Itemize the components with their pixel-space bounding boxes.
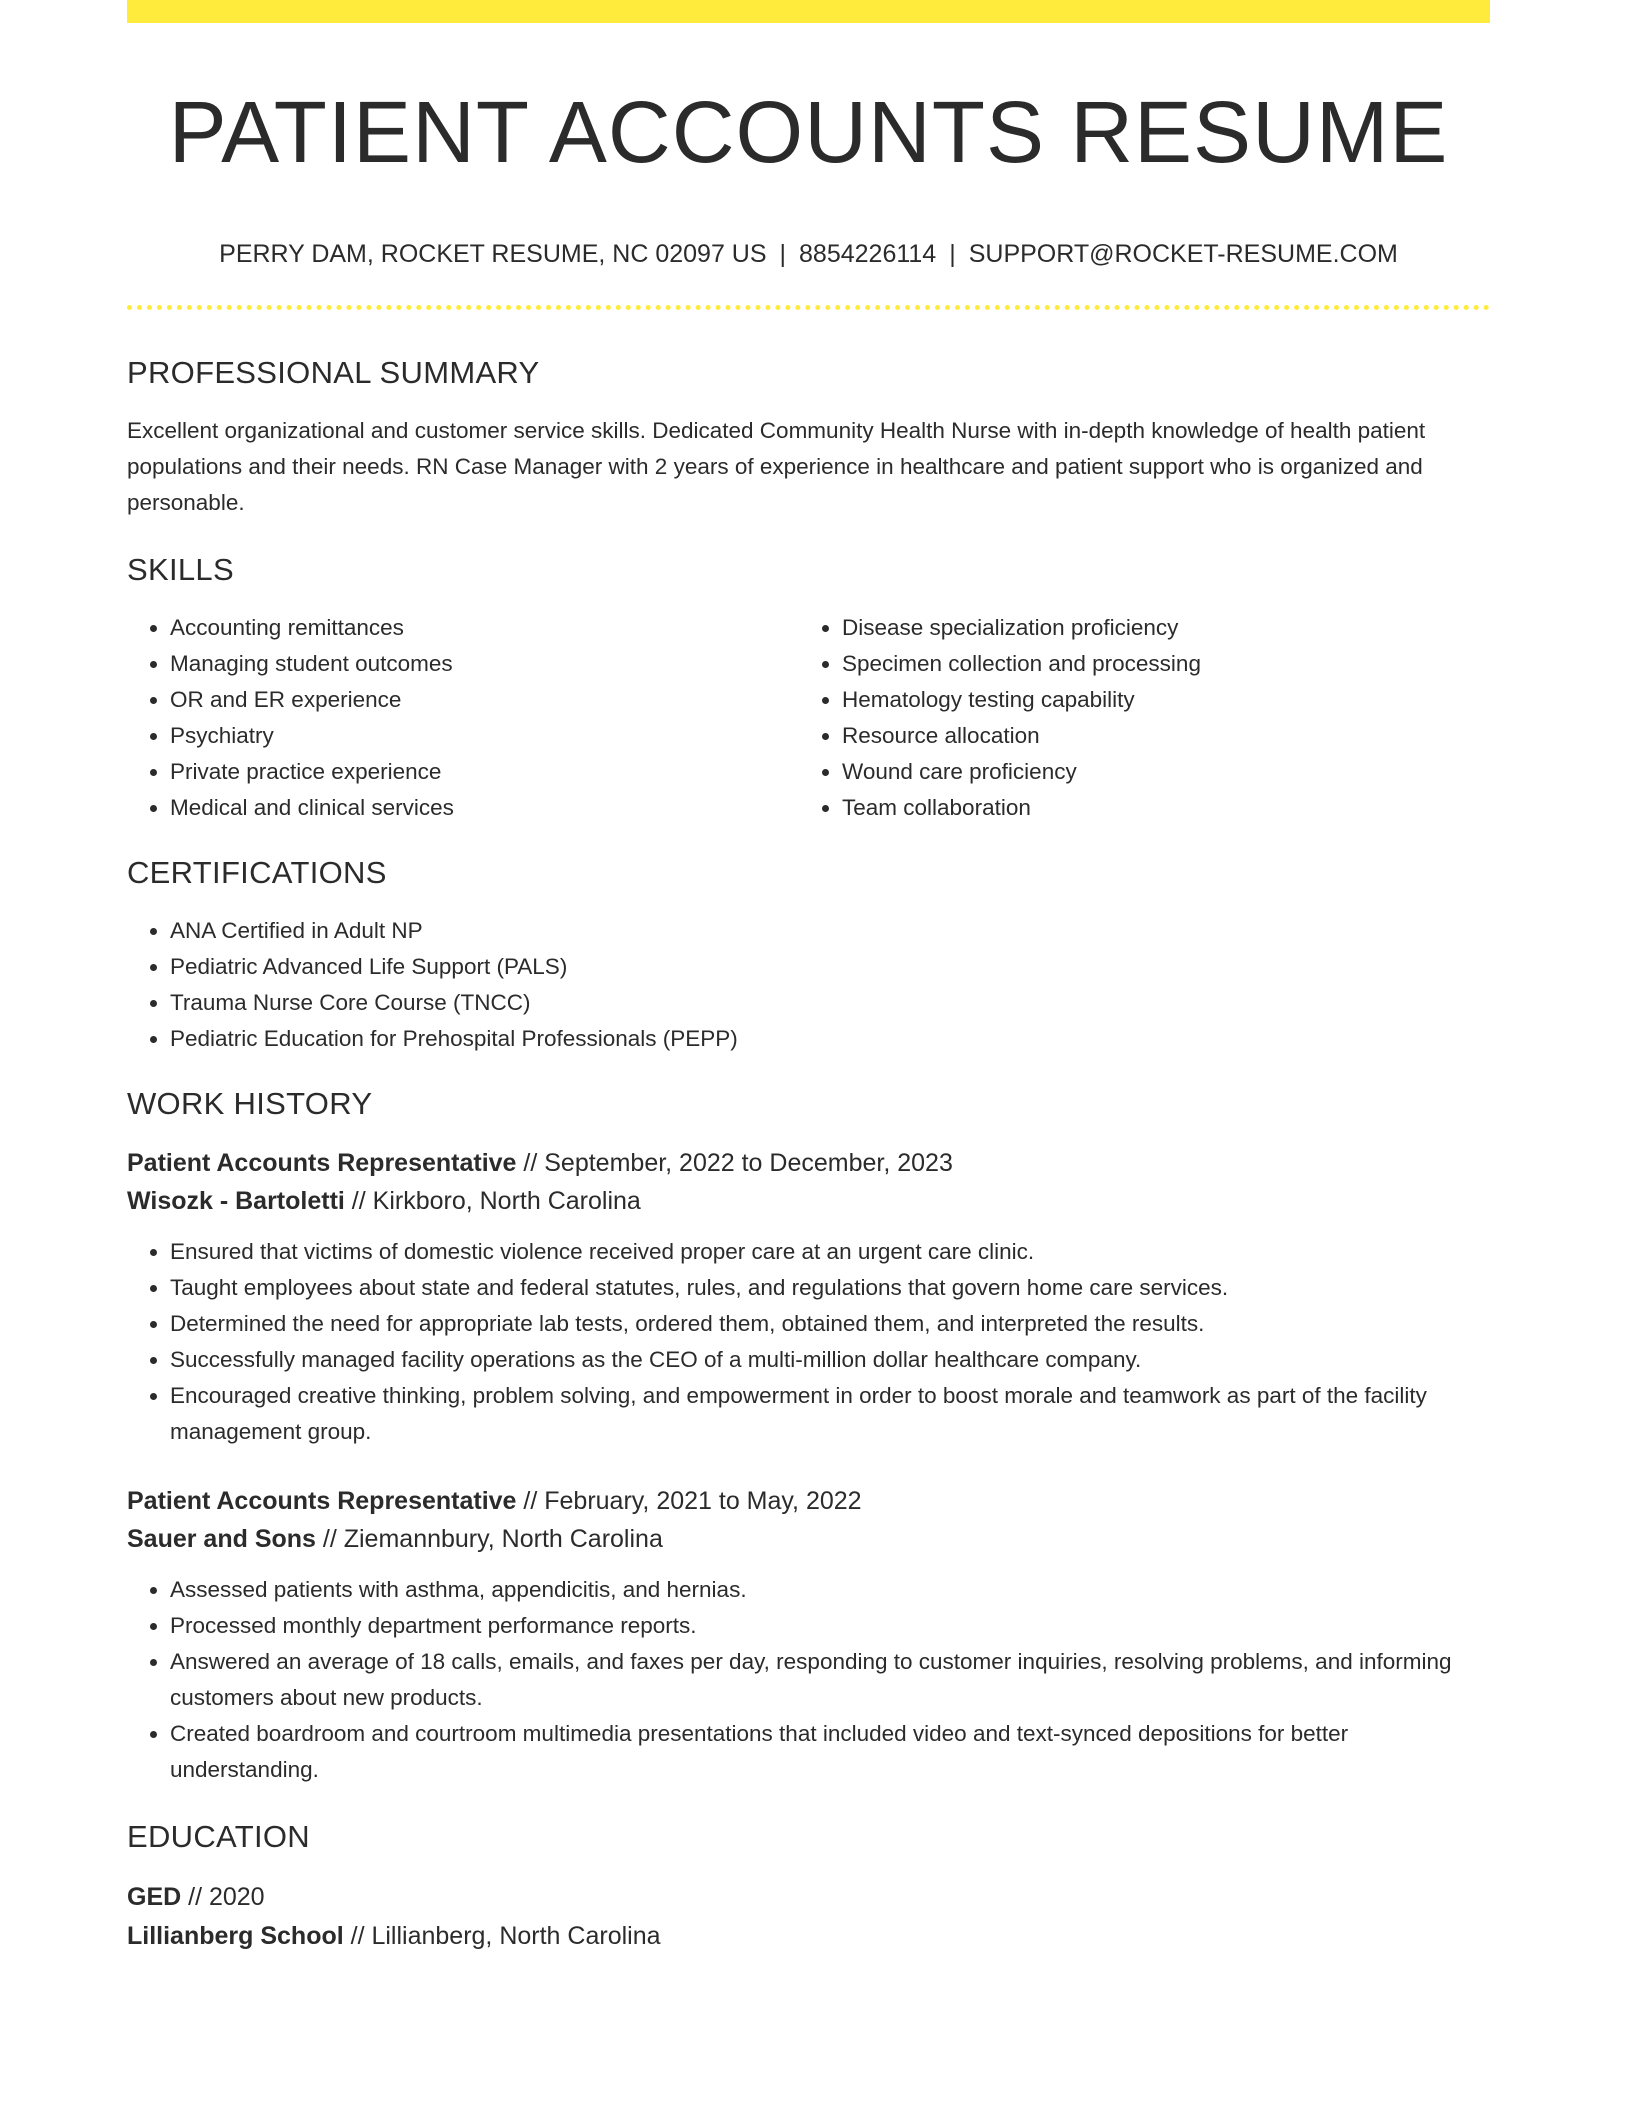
job-bullet: • Answered an average of 18 calls, emails, and faxes per day, responding to customer inquiries, resolving problems, and informing customers about new products. <box>170 1644 1490 1716</box>
skill-item: • Accounting remittances <box>170 610 799 646</box>
job-company: Wisozk - Bartoletti <box>127 1187 345 1216</box>
education-degree: GED <box>127 1882 182 1911</box>
job-location: // Kirkboro, North Carolina <box>344 1187 641 1216</box>
job-bullets <box>127 1572 1490 1788</box>
certification-item: • Trauma Nurse Core Course (TNCC) <box>170 985 1490 1021</box>
job-title-line <box>127 1144 1490 1182</box>
job-title: Patient Accounts Representative <box>127 1487 517 1516</box>
job-bullets <box>127 1234 1490 1450</box>
job-company-line <box>127 1520 1490 1558</box>
skill-item: • Disease specialization proficiency <box>842 610 1471 646</box>
skill-item: • OR and ER experience <box>170 682 799 718</box>
contact-address: PERRY DAM, ROCKET RESUME, NC 02097 US <box>219 239 767 268</box>
resume-title: PATIENT ACCOUNTS RESUME <box>168 84 1449 181</box>
skill-item: • Resource allocation <box>842 718 1471 754</box>
skills-column-right <box>799 610 1471 826</box>
education-heading: EDUCATION <box>127 1819 310 1855</box>
education-school-line <box>127 1917 1490 1956</box>
skill-item: • Managing student outcomes <box>170 646 799 682</box>
job-spacer <box>127 1450 1490 1482</box>
certification-item: • ANA Certified in Adult NP <box>170 913 1490 949</box>
job-location: // Ziemannbury, North Carolina <box>315 1525 663 1554</box>
job-bullet: • Created boardroom and courtroom multimedia presentations that included video and text-synced depositions for better understanding. <box>170 1716 1490 1788</box>
certifications-heading: CERTIFICATIONS <box>127 855 387 891</box>
skill-item: • Hematology testing capability <box>842 682 1471 718</box>
education-degree-line <box>127 1878 1490 1917</box>
certification-item: • Pediatric Education for Prehospital Professionals (PEPP) <box>170 1021 1490 1057</box>
contact-separator: | <box>949 239 956 268</box>
skills-list-left <box>127 610 799 826</box>
skill-item: • Team collaboration <box>842 790 1471 826</box>
education-year: // 2020 <box>181 1882 265 1911</box>
skill-item: • Wound care proficiency <box>842 754 1471 790</box>
job-entry <box>127 1144 1490 1450</box>
certifications-list <box>127 913 1490 1057</box>
header-divider <box>127 305 1490 310</box>
work-history-heading: WORK HISTORY <box>127 1086 373 1122</box>
job-bullet: • Determined the need for appropriate lab tests, ordered them, obtained them, and interpreted the results. <box>170 1306 1490 1342</box>
job-company-line <box>127 1182 1490 1220</box>
job-dates: // September, 2022 to December, 2023 <box>516 1149 953 1178</box>
skill-item: • Specimen collection and processing <box>842 646 1471 682</box>
summary-text: Excellent organizational and customer service skills. Dedicated Community Health Nurse with in-depth knowledge of health patient populations and their needs. RN Case Manager with 2 years of experience in healthcare and patient support who is organized and personable. <box>127 417 1426 515</box>
job-header <box>127 1482 1490 1558</box>
skills-heading: SKILLS <box>127 551 234 587</box>
job-bullet: • Assessed patients with asthma, appendicitis, and hernias. <box>170 1572 1490 1608</box>
job-bullet: • Taught employees about state and federal statutes, rules, and regulations that govern home care services. <box>170 1270 1490 1306</box>
contact-phone: 8854226114 <box>799 239 937 268</box>
top-accent-bar <box>127 0 1490 23</box>
education-school: Lillianberg School <box>127 1921 344 1950</box>
job-bullet: • Processed monthly department performance reports. <box>170 1608 1490 1644</box>
job-entry <box>127 1482 1490 1788</box>
summary-heading: PROFESSIONAL SUMMARY <box>127 354 540 390</box>
contact-line <box>127 239 1490 269</box>
skill-item: • Psychiatry <box>170 718 799 754</box>
skill-item: • Private practice experience <box>170 754 799 790</box>
skills-list-right <box>799 610 1471 826</box>
skill-item: • Medical and clinical services <box>170 790 799 826</box>
job-bullet: • Successfully managed facility operations as the CEO of a multi-million dollar healthcare company. <box>170 1342 1490 1378</box>
job-header <box>127 1144 1490 1220</box>
job-company: Sauer and Sons <box>127 1525 316 1554</box>
education-location: // Lillianberg, North Carolina <box>343 1921 661 1950</box>
education-entry <box>127 1878 1490 1956</box>
job-bullet: • Ensured that victims of domestic violence received proper care at an urgent care clinic. <box>170 1234 1490 1270</box>
skills-column-left <box>127 610 799 826</box>
resume-page <box>127 0 1490 1956</box>
skills-grid <box>127 610 1490 826</box>
job-title-line <box>127 1482 1490 1520</box>
contact-separator: | <box>779 239 787 268</box>
job-title: Patient Accounts Representative <box>127 1149 517 1178</box>
contact-email: SUPPORT@ROCKET-RESUME.COM <box>968 239 1398 268</box>
job-dates: // February, 2021 to May, 2022 <box>516 1487 862 1516</box>
job-bullet: • Encouraged creative thinking, problem solving, and empowerment in order to boost morale and teamwork as part of the facility management group. <box>170 1378 1490 1450</box>
certification-item: • Pediatric Advanced Life Support (PALS) <box>170 949 1490 985</box>
